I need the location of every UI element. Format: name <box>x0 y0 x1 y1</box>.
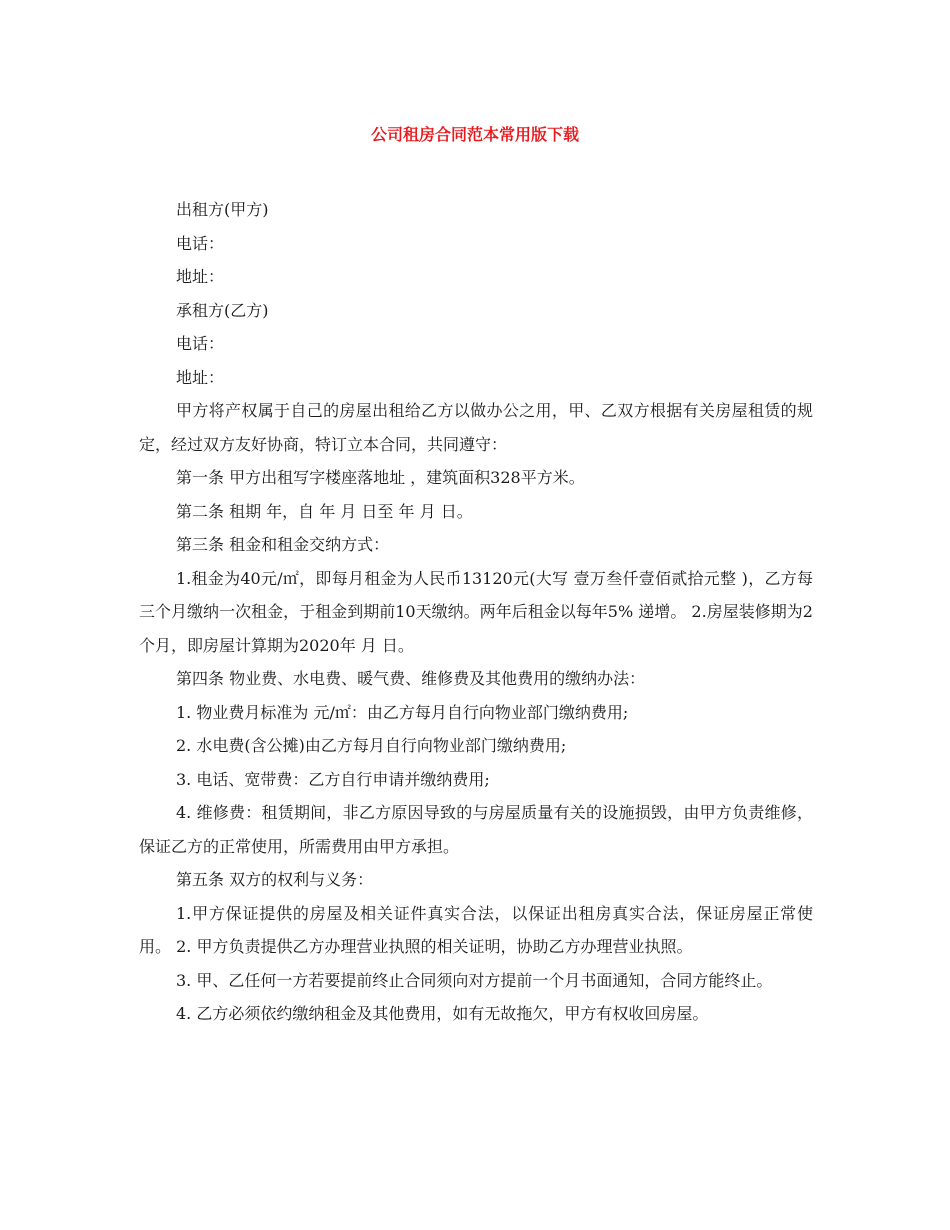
article-5-heading: 第五条 双方的权利与义务： <box>176 870 374 889</box>
party-a-label: 出租方(甲方) <box>176 200 269 219</box>
article-5-clause-4: 4. 乙方必须依约缴纳租金及其他费用，如有无故拖欠，甲方有权收回房屋。 <box>176 1004 709 1023</box>
article-5-clause-1: 1.甲方保证提供的房屋及相关证件真实合法，以保证出租房真实合法，保证房屋正常使用。 2. 甲方负责提供乙方办理营业执照的相关证明，协助乙方办理营业执照。 <box>139 903 813 956</box>
article-5-clause-3: 3. 甲、乙任何一方若要提前终止合同须向对方提前一个月书面通知，合同方能终止。 <box>176 970 773 990</box>
article-4-clause-1: 1. 物业费月标准为 元/㎡：由乙方每月自行向物业部门缴纳费用; <box>176 702 629 722</box>
party-b-address: 地址： <box>176 367 225 387</box>
document-body <box>139 193 813 1031</box>
article-4-clause-3: 3. 电话、宽带费：乙方自行申请并缴纳费用; <box>176 769 490 789</box>
preamble-paragraph: 甲方将产权属于自己的房屋出租给乙方以做办公之用，甲、乙双方根据有关房屋租赁的规定，经过双方友好协商，特订立本合同，共同遵守： <box>139 401 813 454</box>
article-1: 第一条 甲方出租写字楼座落地址 ，建筑面积328平方米。 <box>176 468 585 487</box>
article-3-clause-1: 1.租金为40元/㎡，即每月租金为人民币13120元(大写 壹万叁仟壹佰贰拾元整 )，乙方每三个月缴纳一次租金，于租金到期前10天缴纳。两年后租金以每年5% 递增。 2.房屋装修期为2个月，即房屋计算期为2020年 月 日。 <box>139 568 813 655</box>
party-a-phone: 电话： <box>176 233 225 253</box>
party-b-label: 承租方(乙方) <box>176 300 269 320</box>
article-3-heading: 第三条 租金和租金交纳方式： <box>176 535 390 554</box>
document-title: 公司租房合同范本常用版下载 <box>370 125 579 144</box>
party-b-phone: 电话： <box>176 334 225 353</box>
party-a-address: 地址： <box>176 267 225 286</box>
article-4-heading: 第四条 物业费、水电费、暖气费、维修费及其他费用的缴纳办法： <box>176 669 646 688</box>
article-4-clause-4: 4. 维修费：租赁期间，非乙方原因导致的与房屋质量有关的设施损毁，由甲方负责维修，保证乙方的正常使用，所需费用由甲方承担。 <box>139 803 813 856</box>
article-2: 第二条 租期 年，自 年 月 日至 年 月 日。 <box>176 501 473 521</box>
article-4-clause-2: 2. 水电费(含公摊)由乙方每月自行向物业部门缴纳费用; <box>176 736 567 755</box>
